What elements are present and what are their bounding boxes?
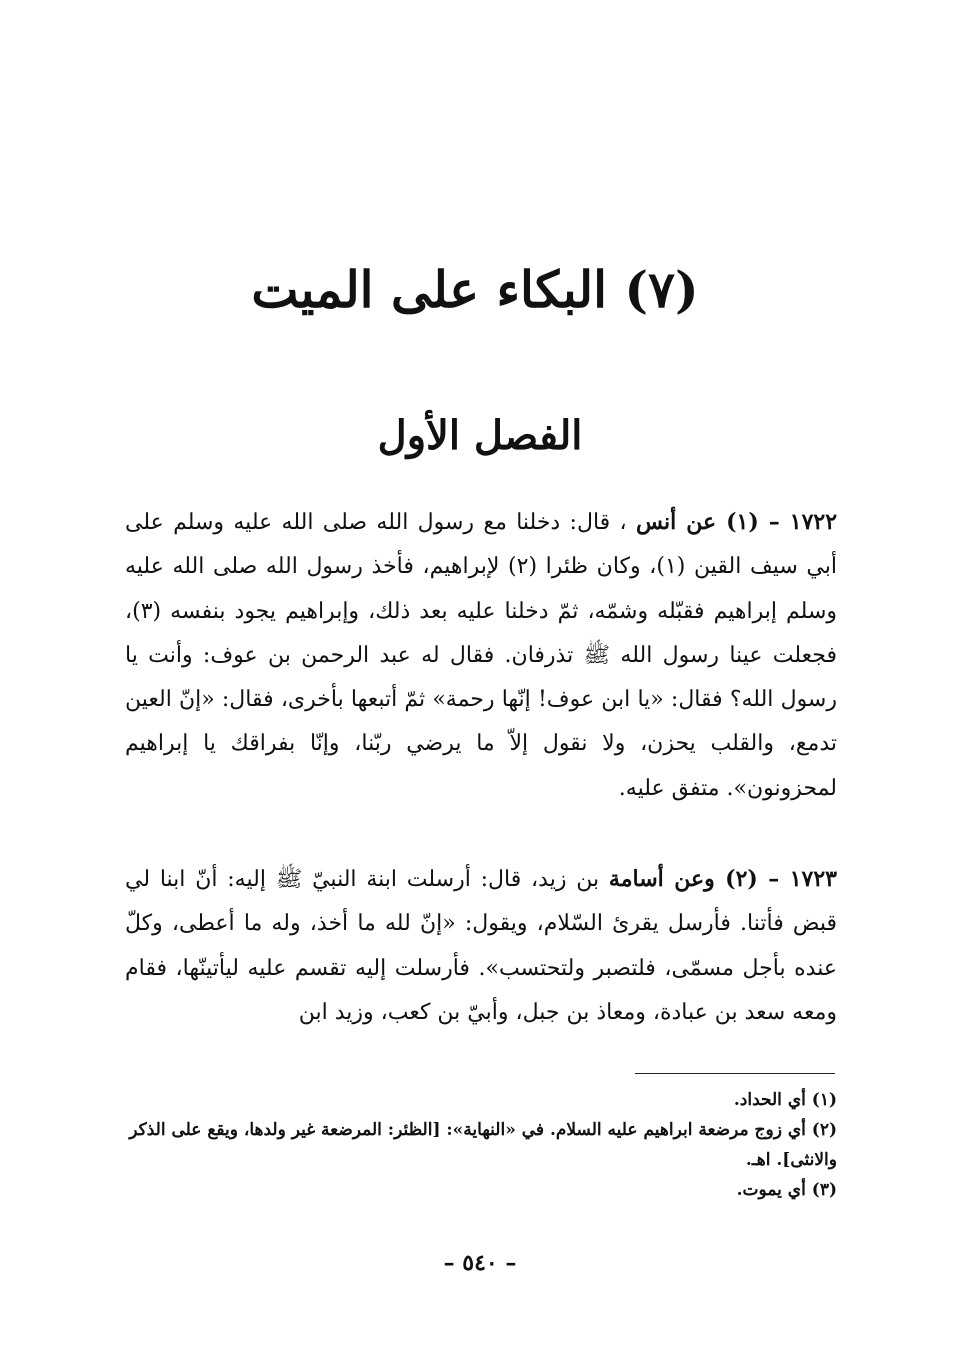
footnote-1: (١) أي الحداد. bbox=[733, 1090, 837, 1110]
hadith-paragraph-1722 bbox=[125, 500, 837, 811]
footnote-2: (٢) أي زوج مرضعة ابراهيم عليه السلام. في «النهاية»: [الظئر: المرضعة غير ولدها، ويقع على الذكر والانثى]. اهـ. bbox=[129, 1120, 837, 1170]
footnote-3: (٣) أي يموت. bbox=[736, 1180, 837, 1200]
footnotes bbox=[125, 1085, 837, 1205]
hadith-number-1722: ١٧٢٢ – (١) عن أنس bbox=[635, 509, 838, 535]
footnote-separator bbox=[635, 1073, 835, 1074]
hadith-text-1723: بن زيد، قال: أرسلت ابنة النبيّ ﷺ إليه: أنّ ابنا لي قبض فأتنا. فأرسل يقرئ السّلام، ويقول: «إنّ لله ما أخذ، وله ما أعطى، وكلّ عنده بأجل مسمّى، فلتصبر ولتحتسب». فأرسلت إليه تقسم عليه ليأتينّها، فقام ومعه سعد بن عبادة، ومعاذ بن جبل، وأبيّ بن كعب، وزيد ابن bbox=[125, 867, 837, 1025]
hadith-number-1723: ١٧٢٣ – (٢) وعن أسامة bbox=[608, 866, 837, 892]
section-title: الفصل الأول bbox=[377, 412, 583, 459]
hadith-paragraph-1723 bbox=[125, 857, 837, 1035]
hadith-text-1722: ، قال: دخلنا مع رسول الله صلى الله عليه وسلم على أبي سيف القين (١)، وكان ظئرا (٢) لإبراهيم، فأخذ رسول الله صلى الله عليه وسلم إبراهيم فقبّله وشمّه، ثمّ دخلنا عليه بعد ذلك، وإبراهيم يجود بنفسه (٣)، فجعلت عينا رسول الله ﷺ تذرفان. فقال له عبد الرحمن بن عوف: وأنت يا رسول الله؟ فقال: «يا ابن عوف! إنّها رحمة» ثمّ أتبعها بأخرى، فقال: «إنّ العين تدمع، والقلب يحزن، ولا نقول إلاّ ما يرضي ربّنا، وإنّا بفراقك يا إبراهيم لمحزونون». متفق عليه. bbox=[125, 510, 837, 801]
chapter-title: (٧) البكاء على الميت bbox=[251, 260, 699, 319]
page-number: – ٥٤٠ – bbox=[443, 1250, 517, 1276]
